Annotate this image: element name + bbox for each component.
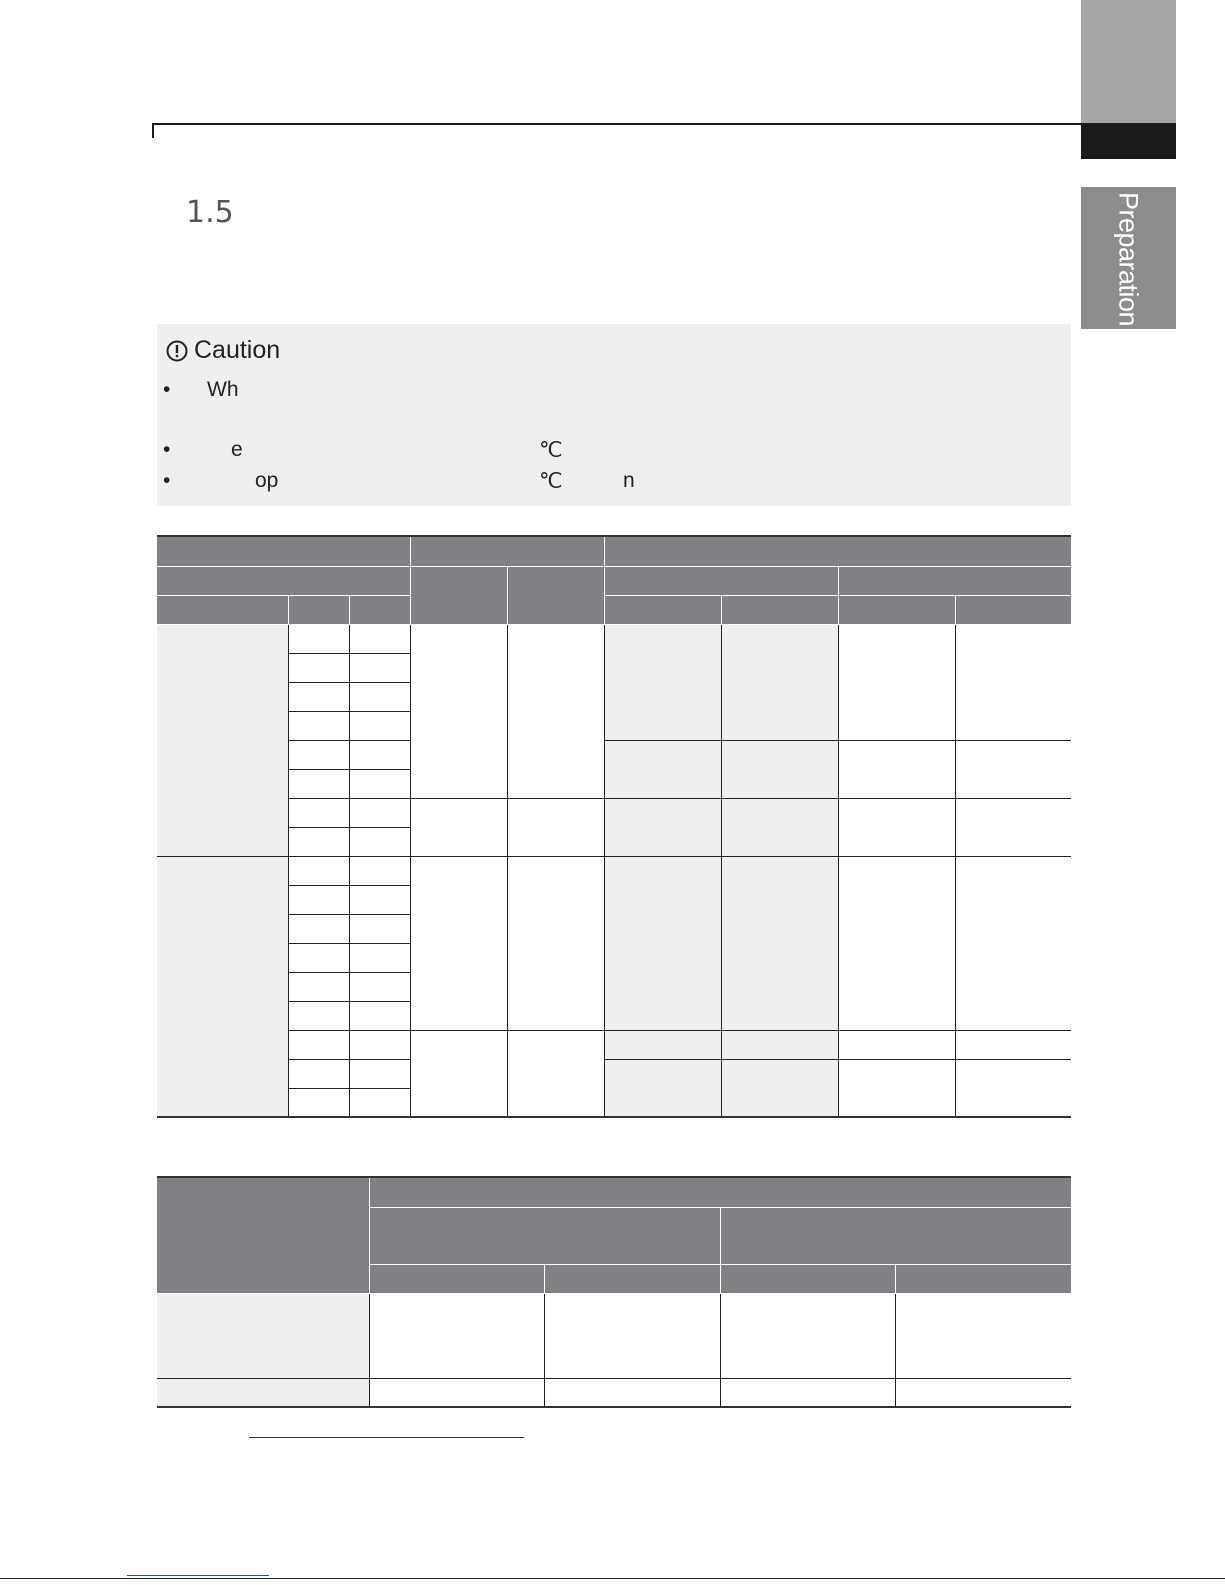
table-row-label xyxy=(157,1293,369,1378)
table-header-cell xyxy=(955,595,1071,624)
table-cell xyxy=(349,1088,410,1117)
header-tick xyxy=(152,123,154,138)
table-header-cell xyxy=(369,1264,544,1293)
table-cell xyxy=(288,1030,349,1059)
table-cell xyxy=(349,856,410,885)
table-cell xyxy=(288,827,349,856)
table-cell xyxy=(720,1293,895,1378)
table-cell xyxy=(288,885,349,914)
side-tab-label: Preparation xyxy=(1113,191,1144,327)
table-cell xyxy=(288,856,349,885)
table-cell xyxy=(721,1059,838,1117)
table-cell xyxy=(349,653,410,682)
table-cell xyxy=(955,856,1071,1030)
table-cell xyxy=(349,624,410,653)
table-cell xyxy=(349,1001,410,1030)
table-cell xyxy=(544,1378,720,1407)
table-cell xyxy=(288,1059,349,1088)
table-cell xyxy=(349,740,410,769)
table-header-cell xyxy=(157,1177,369,1293)
table-header-cell xyxy=(544,1264,720,1293)
table-group-cell xyxy=(157,856,288,1117)
table-header-cell xyxy=(507,566,604,624)
bullet-text: op xyxy=(255,469,279,492)
table-row-label xyxy=(157,1378,369,1407)
footer-rule xyxy=(0,1578,1225,1579)
table-cell xyxy=(507,856,604,1030)
table-header-cell xyxy=(721,595,838,624)
table-cell xyxy=(604,798,721,856)
table-cell xyxy=(838,1059,955,1117)
table-cell xyxy=(955,1059,1071,1117)
table-header-cell xyxy=(157,536,410,566)
table-header-cell xyxy=(838,595,955,624)
table-cell xyxy=(288,1088,349,1117)
table-header-cell xyxy=(157,566,410,595)
section-number: 1.5 xyxy=(186,195,234,230)
table-cell xyxy=(369,1378,544,1407)
table-cell xyxy=(410,856,507,1030)
table-header-cell xyxy=(604,536,1071,566)
table-header-cell xyxy=(720,1264,895,1293)
table-cell xyxy=(349,1059,410,1088)
table-cell xyxy=(838,624,955,740)
table-cell xyxy=(838,1030,955,1059)
table-cell xyxy=(895,1293,1071,1378)
table-header-cell xyxy=(410,566,507,624)
table-cell xyxy=(288,711,349,740)
table-cell xyxy=(721,1030,838,1059)
table-cell xyxy=(604,856,721,1030)
table-header-cell xyxy=(288,595,349,624)
bullet-marker: • xyxy=(163,469,171,492)
table-cell xyxy=(369,1293,544,1378)
table-cell xyxy=(288,769,349,798)
header-rule xyxy=(152,123,1081,125)
table-cell xyxy=(349,769,410,798)
table-cell xyxy=(604,1059,721,1117)
table-cell xyxy=(721,740,838,798)
table-header-cell xyxy=(720,1207,1071,1264)
table-cell xyxy=(288,914,349,943)
table-cell xyxy=(288,624,349,653)
table-cell xyxy=(349,1030,410,1059)
bullet-text: Wh xyxy=(207,378,239,401)
table-cell xyxy=(955,1030,1071,1059)
table-cell xyxy=(349,914,410,943)
table-header-cell xyxy=(895,1264,1071,1293)
derating-table xyxy=(157,1176,1071,1408)
table-cell xyxy=(349,885,410,914)
side-tab-top xyxy=(1081,0,1176,123)
caution-title xyxy=(166,336,280,365)
table-cell xyxy=(288,798,349,827)
table-header-cell xyxy=(410,536,604,566)
table-cell xyxy=(288,682,349,711)
exclamation-circle-icon xyxy=(166,340,188,362)
table-header-cell xyxy=(157,595,288,624)
bullet-text: e xyxy=(231,438,243,461)
table-cell xyxy=(349,798,410,827)
table-cell xyxy=(288,740,349,769)
caution-title-text: Caution xyxy=(194,336,281,364)
table-cell xyxy=(288,972,349,1001)
table-cell xyxy=(895,1378,1071,1407)
table-cell xyxy=(721,624,838,740)
table-cell xyxy=(604,624,721,740)
table-cell xyxy=(349,711,410,740)
table-cell xyxy=(410,1030,507,1117)
table-cell xyxy=(955,740,1071,798)
table-header-cell xyxy=(369,1177,1071,1207)
footnote-rule xyxy=(249,1437,524,1438)
table-header-cell xyxy=(604,566,838,595)
bullet-marker: • xyxy=(163,438,171,461)
table-cell xyxy=(838,798,955,856)
side-tab-preparation[interactable] xyxy=(1081,187,1176,329)
table-cell xyxy=(955,798,1071,856)
caution-box xyxy=(157,324,1071,506)
table-cell xyxy=(721,856,838,1030)
table-cell xyxy=(349,827,410,856)
table-header-cell xyxy=(349,595,410,624)
table-cell xyxy=(721,798,838,856)
table-cell xyxy=(288,653,349,682)
table-cell xyxy=(838,740,955,798)
side-tab-marker xyxy=(1081,123,1176,159)
table-cell xyxy=(955,624,1071,740)
table-header-cell xyxy=(604,595,721,624)
table-cell xyxy=(349,682,410,711)
table-cell xyxy=(349,972,410,1001)
footer-link-underline[interactable] xyxy=(127,1575,269,1576)
table-cell xyxy=(507,798,604,856)
table-header-cell xyxy=(838,566,1071,595)
bullet-unit: ℃ xyxy=(539,470,563,493)
table-cell xyxy=(349,943,410,972)
table-cell xyxy=(544,1293,720,1378)
table-cell xyxy=(288,943,349,972)
table-cell xyxy=(410,798,507,856)
table-cell xyxy=(720,1378,895,1407)
bullet-unit: ℃ xyxy=(539,439,563,462)
table-group-cell xyxy=(157,624,288,856)
bullet-tail: n xyxy=(623,469,635,492)
table-header-cell xyxy=(369,1207,720,1264)
table-cell xyxy=(507,1030,604,1117)
bullet-marker: • xyxy=(163,378,171,401)
table-cell xyxy=(410,624,507,798)
table-cell xyxy=(838,856,955,1030)
table-cell xyxy=(288,1001,349,1030)
table-cell xyxy=(604,740,721,798)
table-cell xyxy=(507,624,604,798)
spec-table xyxy=(157,535,1071,1118)
table-cell xyxy=(604,1030,721,1059)
